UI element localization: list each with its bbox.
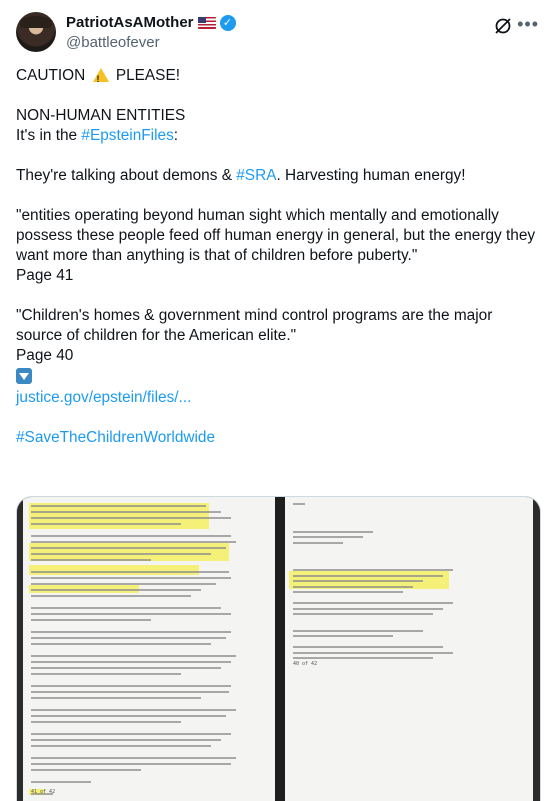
caution-line bbox=[16, 66, 539, 86]
document-text-line bbox=[293, 580, 423, 582]
files-text: It's in the bbox=[16, 127, 82, 144]
document-text-line bbox=[31, 541, 236, 543]
page-ref-1: Page 41 bbox=[16, 267, 74, 284]
document-text-line bbox=[31, 739, 221, 741]
document-text-line bbox=[31, 709, 236, 711]
down-line bbox=[16, 366, 539, 388]
document-text-line bbox=[31, 685, 231, 687]
author-handle[interactable]: @battleofever bbox=[66, 34, 160, 51]
document-text-line bbox=[31, 595, 191, 597]
document-page-right bbox=[285, 497, 533, 801]
more-icon[interactable]: ••• bbox=[517, 14, 539, 34]
document-text-line bbox=[293, 569, 453, 571]
document-text-line bbox=[293, 635, 393, 637]
document-text-line bbox=[31, 715, 226, 717]
document-text-line bbox=[31, 769, 141, 771]
document-text-line bbox=[31, 733, 231, 735]
verified-badge-icon[interactable]: ✓ bbox=[220, 15, 236, 31]
document-text-line bbox=[31, 721, 181, 723]
document-text-line bbox=[31, 535, 231, 537]
document-text-line bbox=[293, 542, 343, 544]
document-text-line bbox=[31, 589, 201, 591]
demons-line bbox=[16, 166, 539, 186]
demons-text-end: . Harvesting human energy! bbox=[276, 167, 466, 184]
quote-1: "entities operating beyond human sight which mentally and emotionally possess these people feed off human energy in general, but the energy they want more than anything is that of children before puberty." bbox=[16, 207, 536, 264]
document-text-line bbox=[293, 630, 423, 632]
document-text-line bbox=[31, 781, 91, 783]
document-text-line bbox=[293, 602, 453, 604]
document-page-left bbox=[23, 497, 275, 801]
justice-link[interactable]: justice.gov/epstein/files/... bbox=[16, 389, 192, 406]
document-text-line bbox=[31, 763, 231, 765]
author-name-row bbox=[66, 14, 236, 31]
down-arrow-button-icon bbox=[16, 368, 32, 384]
document-text-line bbox=[31, 697, 201, 699]
document-text-line bbox=[293, 652, 453, 654]
page-divider bbox=[275, 497, 285, 801]
document-text-line bbox=[31, 583, 216, 585]
left-page-label: 41 of 42 bbox=[31, 789, 56, 795]
document-text-line bbox=[31, 643, 211, 645]
files-colon: : bbox=[173, 127, 179, 144]
document-text-line bbox=[293, 575, 443, 577]
tweet-text bbox=[16, 66, 539, 448]
document-text-line bbox=[293, 591, 403, 593]
tweet-header bbox=[16, 12, 539, 56]
document-text-line bbox=[293, 608, 443, 610]
hashtag-savethechildren[interactable]: #SaveTheChildrenWorldwide bbox=[16, 429, 216, 446]
document-text-line bbox=[31, 553, 211, 555]
document-text-line bbox=[293, 503, 305, 505]
document-text-line bbox=[31, 661, 231, 663]
quote-2: "Children's homes & government mind control programs are the major source of children for the American elite." bbox=[16, 307, 493, 344]
document-text-line bbox=[31, 523, 181, 525]
document-text-line bbox=[31, 607, 221, 609]
avatar[interactable] bbox=[16, 12, 56, 52]
document-text-line bbox=[31, 511, 221, 513]
document-text-line bbox=[31, 619, 151, 621]
document-text-line bbox=[293, 646, 443, 648]
document-text-line bbox=[31, 691, 229, 693]
document-text-line bbox=[31, 757, 236, 759]
document-text-line bbox=[31, 673, 181, 675]
document-text-line bbox=[31, 655, 236, 657]
document-text-line bbox=[293, 536, 363, 538]
caution-text: CAUTION bbox=[16, 67, 86, 84]
document-text-line bbox=[293, 613, 433, 615]
document-text-line bbox=[31, 517, 231, 519]
document-text-line bbox=[293, 531, 373, 533]
document-text-line bbox=[31, 745, 211, 747]
document-text-line bbox=[31, 667, 221, 669]
document-text-line bbox=[293, 586, 413, 588]
document-text-line bbox=[31, 613, 231, 615]
hashtag-epsteinfiles[interactable]: #EpsteinFiles bbox=[81, 127, 174, 144]
document-text-line bbox=[31, 571, 229, 573]
grok-icon[interactable] bbox=[493, 16, 513, 36]
document-text-line bbox=[31, 631, 231, 633]
entities-line: NON-HUMAN ENTITIES bbox=[16, 107, 186, 124]
right-page-label: 40 of 42 bbox=[293, 661, 318, 667]
files-line bbox=[16, 126, 539, 146]
hashtag-sra[interactable]: #SRA bbox=[236, 167, 277, 184]
media-image[interactable] bbox=[16, 496, 541, 801]
document-text-line bbox=[31, 577, 231, 579]
display-name[interactable]: PatriotAsAMother bbox=[66, 14, 194, 31]
page-ref-2: Page 40 bbox=[16, 347, 74, 364]
please-text: PLEASE! bbox=[115, 67, 180, 84]
document-text-line bbox=[31, 637, 226, 639]
document-text-line bbox=[31, 505, 206, 507]
demons-text: They're talking about demons & bbox=[16, 167, 237, 184]
warning-icon: ! bbox=[90, 66, 112, 86]
document-text-line bbox=[293, 657, 433, 659]
document-text-line bbox=[31, 547, 226, 549]
us-flag-icon bbox=[198, 17, 216, 29]
document-text-line bbox=[31, 559, 151, 561]
